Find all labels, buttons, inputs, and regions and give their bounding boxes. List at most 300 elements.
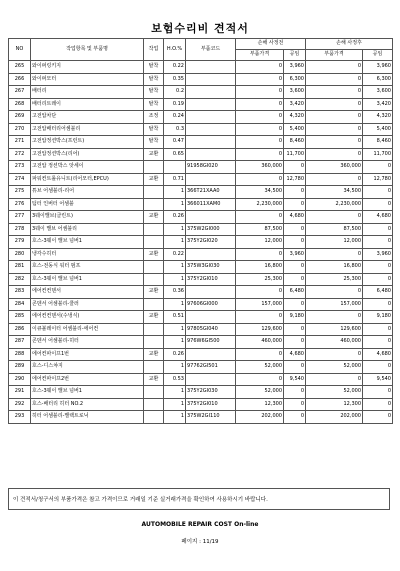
row-after-part-price: 0 [306,211,363,224]
row-part-code [186,123,236,136]
row-before-part-price: 87,500 [236,223,284,236]
row-part-code [186,73,236,86]
row-after-part-price: 129,600 [306,323,363,336]
row-part-code: 375Y2GI010 [186,398,236,411]
row-after-labor: 0 [363,236,393,249]
row-hours: 0.51 [164,311,186,324]
row-no: 290 [9,373,31,386]
row-hours: 0.19 [164,98,186,111]
row-after-labor: 0 [363,361,393,374]
row-hours: 1 [164,298,186,311]
row-work: 탈착 [144,73,164,86]
row-before-labor: 3,960 [284,61,306,74]
row-after-part-price: 0 [306,148,363,161]
row-item-name: 튜브 어셈블리-리어 [31,186,144,199]
row-part-code: 375Y2GI010 [186,273,236,286]
row-before-labor: 6,480 [284,286,306,299]
row-part-code: 97606GI000 [186,298,236,311]
table-row [9,173,393,186]
row-no: 275 [9,186,31,199]
row-after-part-price: 34,500 [306,186,363,199]
table-row [9,348,393,361]
row-before-part-price: 0 [236,373,284,386]
row-before-labor: 0 [284,411,306,424]
row-after-labor: 0 [363,273,393,286]
row-item-name: 배터리트레이 [31,98,144,111]
row-before-part-price: 157,000 [236,298,284,311]
row-work [144,386,164,399]
row-after-labor: 0 [363,223,393,236]
row-before-part-price: 12,000 [236,236,284,249]
row-before-part-price: 52,000 [236,386,284,399]
row-work: 탈착 [144,61,164,74]
row-item-name: 호스-디스챠지 [31,361,144,374]
row-item-name: 호스-배터리 히터 NO.2 [31,398,144,411]
row-before-part-price: 0 [236,123,284,136]
row-hours: 1 [164,336,186,349]
table-row [9,373,393,386]
row-after-labor: 6,300 [363,73,393,86]
row-part-code: 97762GI501 [186,361,236,374]
row-no: 269 [9,111,31,124]
table-row [9,198,393,211]
row-item-name: 파워컨트롤유니트(리어모터,EPCU) [31,173,144,186]
row-hours: 0.65 [164,148,186,161]
row-no: 287 [9,336,31,349]
row-work [144,336,164,349]
row-after-part-price: 0 [306,61,363,74]
row-part-code [186,173,236,186]
table-row [9,136,393,149]
row-after-labor: 0 [363,198,393,211]
row-after-labor: 0 [363,261,393,274]
row-after-labor: 3,960 [363,248,393,261]
row-after-labor: 9,540 [363,373,393,386]
row-before-labor: 4,680 [284,211,306,224]
row-hours: 1 [164,398,186,411]
row-before-labor: 9,180 [284,311,306,324]
row-item-name: 에어컨파이프2번 [31,373,144,386]
row-work [144,361,164,374]
row-part-code: 375W2GI000 [186,223,236,236]
row-hours [164,161,186,174]
row-before-part-price: 0 [236,148,284,161]
disclaimer-note: 이 견적서/청구서의 부품가격은 참고 가격이므로 거래일 기준 실거래가격을 확인하여 사용하시기 바랍니다. [8,488,390,510]
table-row [9,236,393,249]
row-before-labor: 8,460 [284,136,306,149]
row-before-labor: 0 [284,261,306,274]
table-row [9,323,393,336]
row-work: 교환 [144,373,164,386]
table-row [9,398,393,411]
row-after-part-price: 25,300 [306,273,363,286]
row-before-labor: 0 [284,398,306,411]
table-row [9,211,393,224]
row-after-part-price: 0 [306,286,363,299]
row-part-code [186,111,236,124]
row-work [144,161,164,174]
row-before-part-price: 0 [236,311,284,324]
row-part-code [186,136,236,149]
row-before-labor: 0 [284,186,306,199]
row-after-part-price: 0 [306,98,363,111]
row-part-code: 375Y2GI030 [186,386,236,399]
row-after-labor: 0 [363,161,393,174]
row-after-part-price: 0 [306,73,363,86]
row-after-part-price: 2,230,000 [306,198,363,211]
row-part-code: 375Y2GI020 [186,236,236,249]
row-no: 273 [9,161,31,174]
row-after-labor: 5,400 [363,123,393,136]
row-item-name: 에어컨컨덴서(수냉식) [31,311,144,324]
row-item-name: 호스-3웨이 밸브 넘버1 [31,236,144,249]
row-before-part-price: 0 [236,61,284,74]
row-work [144,198,164,211]
row-before-part-price: 202,000 [236,411,284,424]
row-hours: 1 [164,361,186,374]
row-work [144,261,164,274]
row-part-code [186,148,236,161]
row-before-part-price: 2,230,000 [236,198,284,211]
row-no: 284 [9,298,31,311]
row-no: 283 [9,286,31,299]
row-after-part-price: 0 [306,86,363,99]
row-hours: 1 [164,273,186,286]
row-no: 293 [9,411,31,424]
row-after-part-price: 0 [306,111,363,124]
row-no: 280 [9,248,31,261]
row-after-labor: 6,480 [363,286,393,299]
table-row [9,361,393,374]
row-work [144,273,164,286]
row-no: 291 [9,386,31,399]
row-hours: 1 [164,186,186,199]
row-item-name: 히터 어셈블리-밸랙트로닉 [31,411,144,424]
row-after-part-price: 52,000 [306,386,363,399]
table-row [9,261,393,274]
row-part-code: 91958GI020 [186,161,236,174]
row-work: 탈착 [144,136,164,149]
row-part-code: 375W2GI110 [186,411,236,424]
row-hours: 1 [164,223,186,236]
row-item-name: 콘덴서 어셈블리-쿨러 [31,298,144,311]
row-after-part-price: 202,000 [306,411,363,424]
row-work: 교환 [144,311,164,324]
row-work: 조정 [144,111,164,124]
row-after-labor: 0 [363,298,393,311]
row-item-name: 고전압 정션박스 앗세이 [31,161,144,174]
row-no: 276 [9,198,31,211]
row-before-labor: 3,960 [284,248,306,261]
row-hours: 0.47 [164,136,186,149]
row-work [144,323,164,336]
row-after-labor: 8,460 [363,136,393,149]
header-part-code: 부품코드 [186,39,236,61]
row-after-labor: 0 [363,336,393,349]
page-number: 페이지 : 11/19 [181,539,219,545]
row-before-part-price: 34,500 [236,186,284,199]
row-hours: 0.71 [164,173,186,186]
row-before-part-price: 129,600 [236,323,284,336]
row-after-labor: 12,780 [363,173,393,186]
row-item-name: 에어컨컨덴서 [31,286,144,299]
header-work: 작업 [144,39,164,61]
row-before-labor: 12,780 [284,173,306,186]
row-part-code [186,98,236,111]
row-after-part-price: 0 [306,173,363,186]
header-before-assessment: 손해 사정전 [236,39,306,50]
row-item-name: 텀터 인버터 어셈블 [31,198,144,211]
row-before-labor: 9,540 [284,373,306,386]
row-before-part-price: 0 [236,73,284,86]
table-row [9,298,393,311]
row-hours: 1 [164,236,186,249]
row-after-labor: 4,680 [363,211,393,224]
row-item-name: 콘덴서 어셈블리-히터 [31,336,144,349]
row-item-name: 호스-전동식 워터 펌프 [31,261,144,274]
row-before-labor: 0 [284,323,306,336]
row-before-labor: 11,700 [284,148,306,161]
row-after-part-price: 0 [306,123,363,136]
row-hours: 0.3 [164,123,186,136]
row-before-labor: 0 [284,223,306,236]
row-before-labor: 3,600 [284,86,306,99]
table-row [9,111,393,124]
row-part-code [186,61,236,74]
row-after-part-price: 87,500 [306,223,363,236]
table-row [9,98,393,111]
row-after-labor: 3,600 [363,86,393,99]
row-before-labor: 4,680 [284,348,306,361]
row-before-part-price: 0 [236,211,284,224]
row-work: 탈착 [144,123,164,136]
table-row [9,73,393,86]
row-after-labor: 0 [363,186,393,199]
row-item-name: 고전압정션박스(리어) [31,148,144,161]
row-part-code [186,86,236,99]
table-row [9,61,393,74]
row-before-part-price: 16,800 [236,261,284,274]
row-after-labor: 0 [363,411,393,424]
row-after-part-price: 0 [306,136,363,149]
row-no: 271 [9,136,31,149]
table-row [9,123,393,136]
row-after-labor: 4,680 [363,348,393,361]
row-work [144,298,164,311]
row-hours: 1 [164,386,186,399]
row-before-part-price: 360,000 [236,161,284,174]
row-no: 270 [9,123,31,136]
row-item-name: 고전압차단 [31,111,144,124]
row-item-name: 배터리 [31,86,144,99]
row-after-part-price: 16,800 [306,261,363,274]
row-work: 교환 [144,211,164,224]
table-row [9,223,393,236]
row-part-code [186,248,236,261]
row-no: 281 [9,261,31,274]
row-before-labor: 4,320 [284,111,306,124]
row-after-part-price: 0 [306,311,363,324]
header-after-part-price: 부품가격 [306,50,363,61]
row-before-labor: 5,400 [284,123,306,136]
header-after-assessment: 손해 사정후 [306,39,393,50]
row-work: 탈착 [144,86,164,99]
row-after-part-price: 12,300 [306,398,363,411]
row-no: 272 [9,148,31,161]
row-no: 266 [9,73,31,86]
row-part-code: 375W3GI030 [186,261,236,274]
row-hours: 0.26 [164,348,186,361]
row-no: 282 [9,273,31,286]
row-hours: 0.24 [164,111,186,124]
row-after-part-price: 52,000 [306,361,363,374]
row-part-code [186,211,236,224]
row-after-labor: 0 [363,386,393,399]
row-after-part-price: 157,000 [306,298,363,311]
row-after-labor: 11,700 [363,148,393,161]
row-after-part-price: 460,000 [306,336,363,349]
row-item-name: 냉각수히터 [31,248,144,261]
table-row [9,161,393,174]
header-item: 작업항목 및 부품명 [31,39,144,61]
row-part-code: 97805GI040 [186,323,236,336]
document-title: 보험수리비 견적서 [151,22,249,35]
row-after-labor: 9,180 [363,311,393,324]
row-work [144,186,164,199]
row-after-part-price: 0 [306,348,363,361]
row-no: 265 [9,61,31,74]
table-row [9,386,393,399]
header-no: NO [9,39,31,61]
row-item-name: 와이퍼모터 [31,73,144,86]
row-no: 292 [9,398,31,411]
row-before-labor: 0 [284,198,306,211]
row-hours: 1 [164,261,186,274]
row-no: 278 [9,223,31,236]
row-part-code: 366011XAM0 [186,198,236,211]
row-part-code: 976W6GI500 [186,336,236,349]
header-before-labor: 공임 [284,50,306,61]
row-item-name: 호스-3웨이 밸브 넘버1 [31,273,144,286]
row-item-name: 3웨이밸브(클린트) [31,211,144,224]
row-after-part-price: 360,000 [306,161,363,174]
row-hours: 0.22 [164,61,186,74]
row-no: 268 [9,98,31,111]
row-work: 교환 [144,173,164,186]
table-row [9,273,393,286]
row-part-code [186,286,236,299]
row-before-part-price: 0 [236,286,284,299]
row-before-part-price: 25,300 [236,273,284,286]
row-work: 교환 [144,286,164,299]
estimate-table [8,38,393,424]
row-after-part-price: 12,000 [306,236,363,249]
row-before-labor: 0 [284,361,306,374]
row-after-labor: 4,320 [363,111,393,124]
header-after-labor: 공임 [363,50,393,61]
header-before-part-price: 부품가격 [236,50,284,61]
row-work: 탈착 [144,98,164,111]
row-item-name: 와이퍼링키지 [31,61,144,74]
row-after-labor: 3,960 [363,61,393,74]
row-after-labor: 3,420 [363,98,393,111]
row-no: 288 [9,348,31,361]
row-work [144,398,164,411]
row-hours: 0.22 [164,248,186,261]
row-before-part-price: 12,300 [236,398,284,411]
row-before-labor: 0 [284,161,306,174]
row-no: 286 [9,323,31,336]
row-work: 교환 [144,348,164,361]
row-before-part-price: 460,000 [236,336,284,349]
row-hours: 1 [164,411,186,424]
row-hours: 1 [164,323,186,336]
row-before-part-price: 0 [236,248,284,261]
row-hours: 0.2 [164,86,186,99]
row-before-part-price: 0 [236,98,284,111]
row-no: 289 [9,361,31,374]
row-before-labor: 0 [284,386,306,399]
row-before-part-price: 0 [236,173,284,186]
row-before-labor: 0 [284,336,306,349]
row-item-name: 고전압배터리어셈블리 [31,123,144,136]
row-part-code: 366T21XAA0 [186,186,236,199]
row-after-part-price: 0 [306,248,363,261]
row-work [144,223,164,236]
row-work: 교환 [144,148,164,161]
row-before-labor: 6,300 [284,73,306,86]
row-work [144,236,164,249]
footer-title: AUTOMOBILE REPAIR COST On-line [141,521,259,528]
row-hours: 0.53 [164,373,186,386]
table-row [9,248,393,261]
table-row [9,411,393,424]
row-after-labor: 0 [363,323,393,336]
row-after-labor: 0 [363,398,393,411]
table-row [9,186,393,199]
row-no: 285 [9,311,31,324]
table-row [9,336,393,349]
table-row [9,86,393,99]
row-item-name: 호스-3웨이 밸브 넘버1 [31,386,144,399]
row-no: 277 [9,211,31,224]
row-no: 274 [9,173,31,186]
table-row [9,311,393,324]
row-part-code [186,311,236,324]
row-item-name: 이큐볼레이터 어셈블리-에어컨 [31,323,144,336]
row-work [144,411,164,424]
row-hours: 1 [164,198,186,211]
row-before-part-price: 0 [236,86,284,99]
row-hours: 0.35 [164,73,186,86]
row-after-part-price: 0 [306,373,363,386]
row-item-name: 3웨이 밸브 어셈블리 [31,223,144,236]
row-no: 267 [9,86,31,99]
row-part-code [186,373,236,386]
row-part-code [186,348,236,361]
row-hours: 0.26 [164,211,186,224]
row-before-part-price: 0 [236,136,284,149]
row-before-part-price: 0 [236,348,284,361]
row-hours: 0.36 [164,286,186,299]
row-item-name: 고전압정션박스(프런트) [31,136,144,149]
row-before-part-price: 52,000 [236,361,284,374]
row-item-name: 에어컨파이프1번 [31,348,144,361]
row-before-labor: 3,420 [284,98,306,111]
row-before-labor: 0 [284,298,306,311]
table-row [9,286,393,299]
header-hours: H.O.% [164,39,186,61]
